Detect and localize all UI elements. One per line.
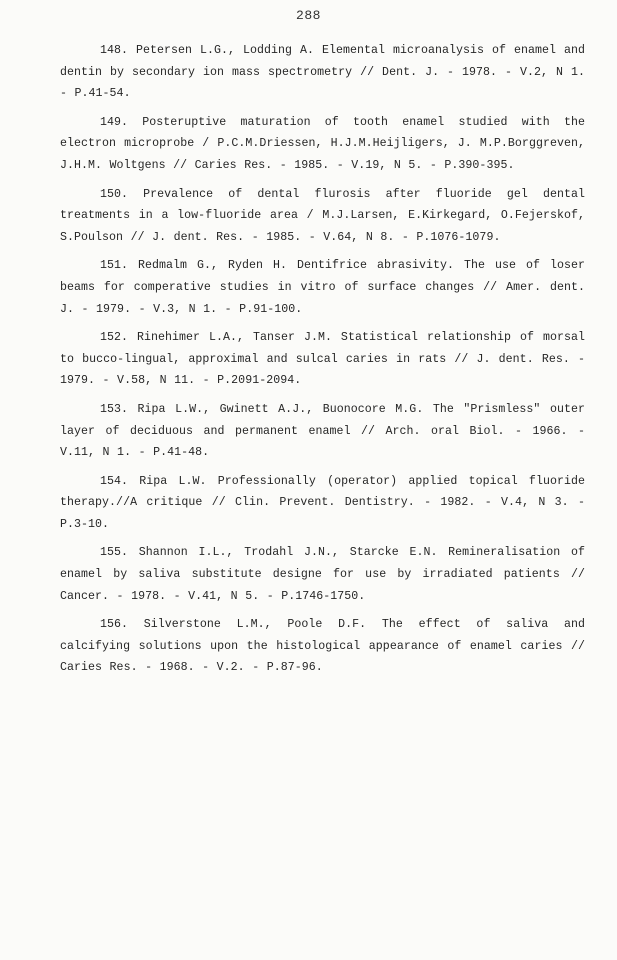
reference-entry-156: 156. Silverstone L.M., Poole D.F. The effect of saliva and calcifying solutions upon the histological appearance of enamel caries // Caries Res. - 1968. - V.2. - P.87-96.	[60, 618, 585, 675]
reference-entry-151: 151. Redmalm G., Ryden H. Dentifrice abrasivity. The use of loser beams for comperative studies in vitro of surface changes // Amer. dent. J. - 1979. - V.3, N 1. - P.91-100.	[60, 259, 585, 316]
reference-entry-150: 150. Prevalence of dental flurosis after fluoride gel dental treatments in a low-fluoride area / M.J.Larsen, E.Kirkegard, O.Fejerskof, S.Poulson // J. dent. Res. - 1985. - V.64, N 8. - P.1076-1079.	[60, 187, 585, 244]
reference-entry-154: 154. Ripa L.W. Professionally (operator) applied topical fluoride therapy.//A critique // Clin. Prevent. Dentistry. - 1982. - V.4, N 3. - P.3-10.	[60, 474, 585, 531]
reference-entry-148: 148. Petersen L.G., Lodding A. Elemental microanalysis of enamel and dentin by secondary ion mass spectrometry // Dent. J. - 1978. - V.2, N 1. - P.41-54.	[60, 44, 585, 101]
reference-entry-152: 152. Rinehimer L.A., Tanser J.M. Statistical relationship of morsal to bucco-lingual, approximal and sulcal caries in rats // J. dent. Res. - 1979. - V.58, N 11. - P.2091-2094.	[60, 331, 585, 388]
reference-entry-149: 149. Posteruptive maturation of tooth enamel studied with the electron microprobe / P.C.M.Driessen, H.J.M.Heijligers, J. M.P.Borggreven, J.H.M. Woltgens // Caries Res. - 1985. - V.19, N 5. - P.390-395.	[60, 115, 585, 172]
reference-entry-153: 153. Ripa L.W., Gwinett A.J., Buonocore M.G. The "Prismless" outer layer of deciduous and permanent enamel // Arch. oral Biol. - 1966. - V.11, N 1. - P.41-48.	[60, 402, 585, 460]
reference-entry-155: 155. Shannon I.L., Trodahl J.N., Starcke E.N. Remineralisation of enamel by saliva substitute designe for use by irradiated patients // Cancer. - 1978. - V.41, N 5. - P.1746-1750.	[60, 546, 585, 603]
page-number: 288	[296, 8, 321, 23]
reference-list	[60, 40, 585, 686]
